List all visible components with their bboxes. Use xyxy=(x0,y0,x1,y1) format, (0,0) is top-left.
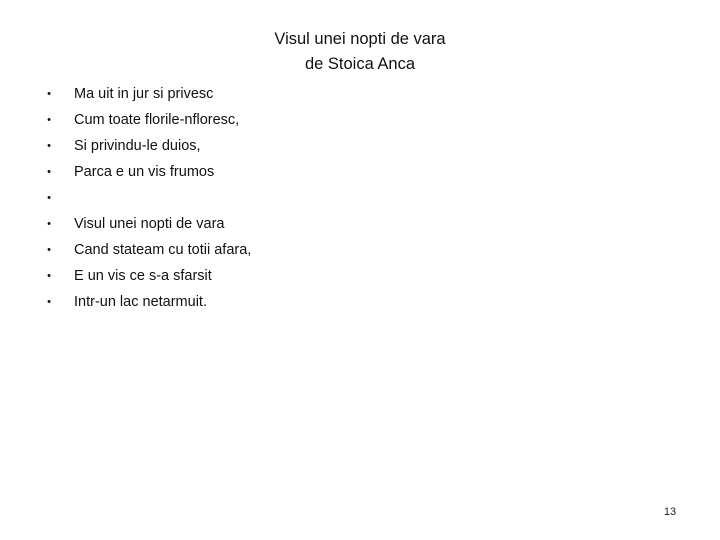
poem-line: Cum toate florile-nfloresc, xyxy=(74,112,240,128)
bullet-icon: • xyxy=(47,166,51,178)
poem-line: Parca e un vis frumos xyxy=(74,164,215,180)
poem-line: Intr-un lac netarmuit. xyxy=(74,294,207,310)
bullet-icon: • xyxy=(47,296,51,308)
poem-title: Visul unei nopti de vara xyxy=(274,30,446,48)
poem-line: Si privindu-le duios, xyxy=(74,138,201,154)
poem-line: E un vis ce s-a sfarsit xyxy=(74,268,212,284)
poem-line: Cand stateam cu totii afara, xyxy=(74,242,252,258)
bullet-icon: • xyxy=(47,244,51,256)
bullet-icon: • xyxy=(47,88,51,100)
poem-author: de Stoica Anca xyxy=(304,55,416,73)
bullet-icon: • xyxy=(47,218,51,230)
slide-title xyxy=(210,27,510,77)
bullet-icon: • xyxy=(47,192,51,204)
bullet-icon: • xyxy=(47,140,51,152)
bullet-icon: • xyxy=(47,270,51,282)
page-number: 13 xyxy=(663,506,677,518)
poem-line: Ma uit in jur si privesc xyxy=(74,86,214,102)
poem-line: Visul unei nopti de vara xyxy=(74,216,225,232)
bullet-icon: • xyxy=(47,114,51,126)
